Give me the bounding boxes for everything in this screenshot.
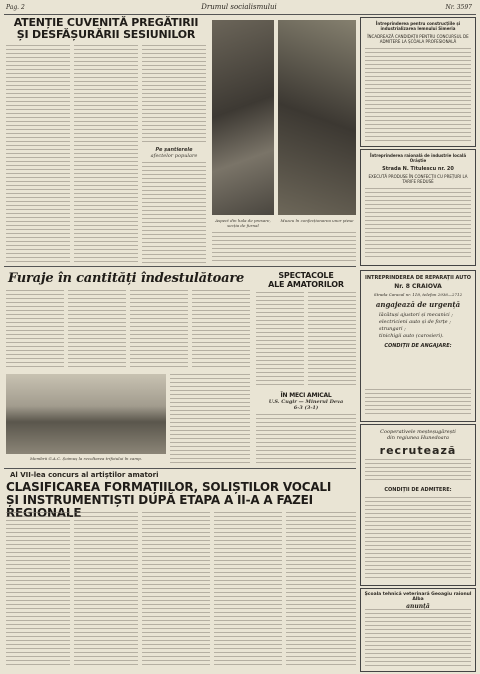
forage-col-1 <box>6 290 64 370</box>
sports-title: ÎN MECI AMICAL <box>280 392 332 399</box>
photo-field <box>6 374 166 454</box>
photo-article-text <box>212 232 356 262</box>
repair-text <box>365 389 471 415</box>
repair-item: lăcătuși ajustori și mecanici ; <box>379 312 453 318</box>
amateur-col-1 <box>6 512 70 668</box>
coop-conditions: CONDIȚII DE ADMITERE: <box>384 487 452 493</box>
forage-col-2 <box>68 290 126 370</box>
spectacle-col-1 <box>256 292 304 388</box>
ad-simeria-title: Întreprinderea pentru construcțiile și industrializarea lemnului Simeria <box>375 21 461 31</box>
ad-simeria-text <box>365 48 471 142</box>
sports-text <box>256 414 356 464</box>
amateur-col-2 <box>74 512 138 668</box>
amateur-title-line-2: ȘI INSTRUMENTIȘTI DUPĂ ETAPA A II-A A FAZEI REGIONALE <box>6 493 313 520</box>
forage-col-4 <box>192 290 250 370</box>
repair-number: Nr. 8 CRAIOVA <box>394 283 442 290</box>
ad-orastie-title: Întreprinderea raională de industrie locală Orăștie <box>369 153 467 163</box>
top-article-title <box>6 17 206 41</box>
subhead-1: Pe șantierele <box>155 147 193 153</box>
repair-address: Strada Caracal nr. 118, telefon 2936—2712 <box>373 292 463 297</box>
coop-text-1 <box>365 459 471 483</box>
forage-col-3 <box>130 290 188 370</box>
ad-simeria <box>360 17 476 147</box>
spectacle-title-line-2: ALE AMATORILOR <box>268 280 344 289</box>
coop-verb: recrutează <box>379 444 457 457</box>
ad-orastie <box>360 149 476 266</box>
forage-title: Furaje în cantități îndestulătoare <box>7 271 245 286</box>
page-number: Pag. 2 <box>6 4 25 11</box>
divider-2 <box>4 468 356 469</box>
ad-repair-auto <box>360 270 476 422</box>
coop-title-2: din regiunea Hunedoara <box>386 435 450 441</box>
repair-list <box>379 312 475 340</box>
repair-item: tinichigii auto (carosieri). <box>379 333 444 339</box>
vet-verb: anunță <box>406 603 430 610</box>
coop-text-2 <box>365 497 471 581</box>
ad-simeria-body: ÎNCADREAZĂ CANDIDAȚII PENTRU CONCURSUL DE ADMITERE LA ȘCOALA PROFESIONALĂ <box>367 34 469 44</box>
photo-factory-2 <box>278 20 356 215</box>
sports-teams: U.S. Cugir — Minerul Deva <box>268 399 344 405</box>
repair-conditions: CONDIȚII DE ANGAJARE: <box>384 343 452 349</box>
forage-col-5 <box>170 374 250 464</box>
repair-hire: angajează de urgență <box>375 300 461 309</box>
ad-vet-school <box>360 588 476 672</box>
ad-orastie-body: EXECUTĂ PRODUSE ÎN CONFECȚII CU PREȚURI LA TARIFE REDUSE <box>368 174 468 184</box>
spectacle-title-line-1: SPECTACOLE <box>278 271 334 280</box>
article-column-2 <box>74 45 138 263</box>
photo-caption-1: Aspect din hala de presare, secția de furnal <box>215 218 271 228</box>
divider <box>4 266 356 267</box>
spectacle-col-2 <box>308 292 356 388</box>
amateur-kicker: Al VII-lea concurs al artiștilor amatori <box>10 471 159 479</box>
coop-title-1: Cooperativele meșteșugărești <box>380 429 456 435</box>
ad-orastie-text <box>365 188 471 260</box>
forage-photo-caption: Membrii G.A.C. Șoimuș la recoltarea trifoiului în camp. <box>29 456 143 461</box>
photo-factory-1 <box>212 20 274 215</box>
repair-item: electricieni auto și de forțe ; <box>379 319 451 325</box>
article-column-4 <box>142 162 206 263</box>
subhead-2: afectelor populare <box>150 153 198 159</box>
amateur-title-line-1: CLASIFICAREA FORMAȚIILOR, SOLIȘTILOR VOCALI <box>6 480 332 494</box>
amateur-col-3 <box>142 512 210 668</box>
amateur-col-5 <box>286 512 356 668</box>
top-title-line-1: ATENȚIE CUVENITĂ PREGĂTIRII <box>13 16 199 29</box>
article-column-1 <box>6 45 70 263</box>
amateur-col-4 <box>214 512 282 668</box>
repair-title: INTREPRINDEREA DE REPARAȚII AUTO <box>364 275 471 281</box>
sports-score: 6-3 (3-1) <box>293 405 319 411</box>
article-column-3 <box>142 45 206 145</box>
ad-coop <box>360 424 476 586</box>
photo-caption-2: Muzeu în confecționarea unor piese <box>280 218 354 223</box>
ad-orastie-street: Strada N. Titulescu nr. 20 <box>382 166 454 172</box>
paper-name: Drumul socialismului <box>201 3 277 11</box>
vet-title: Școala tehnică veterinară Geoagiu raionul Alba <box>364 592 472 602</box>
spectacle-title <box>256 271 356 289</box>
issue-number: Nr. 3597 <box>445 4 472 11</box>
repair-item: strungari ; <box>379 326 406 332</box>
masthead <box>4 2 476 15</box>
vet-text <box>365 609 471 667</box>
top-title-line-2: ȘI DESFĂȘURĂRII SESIUNILOR <box>16 28 196 41</box>
